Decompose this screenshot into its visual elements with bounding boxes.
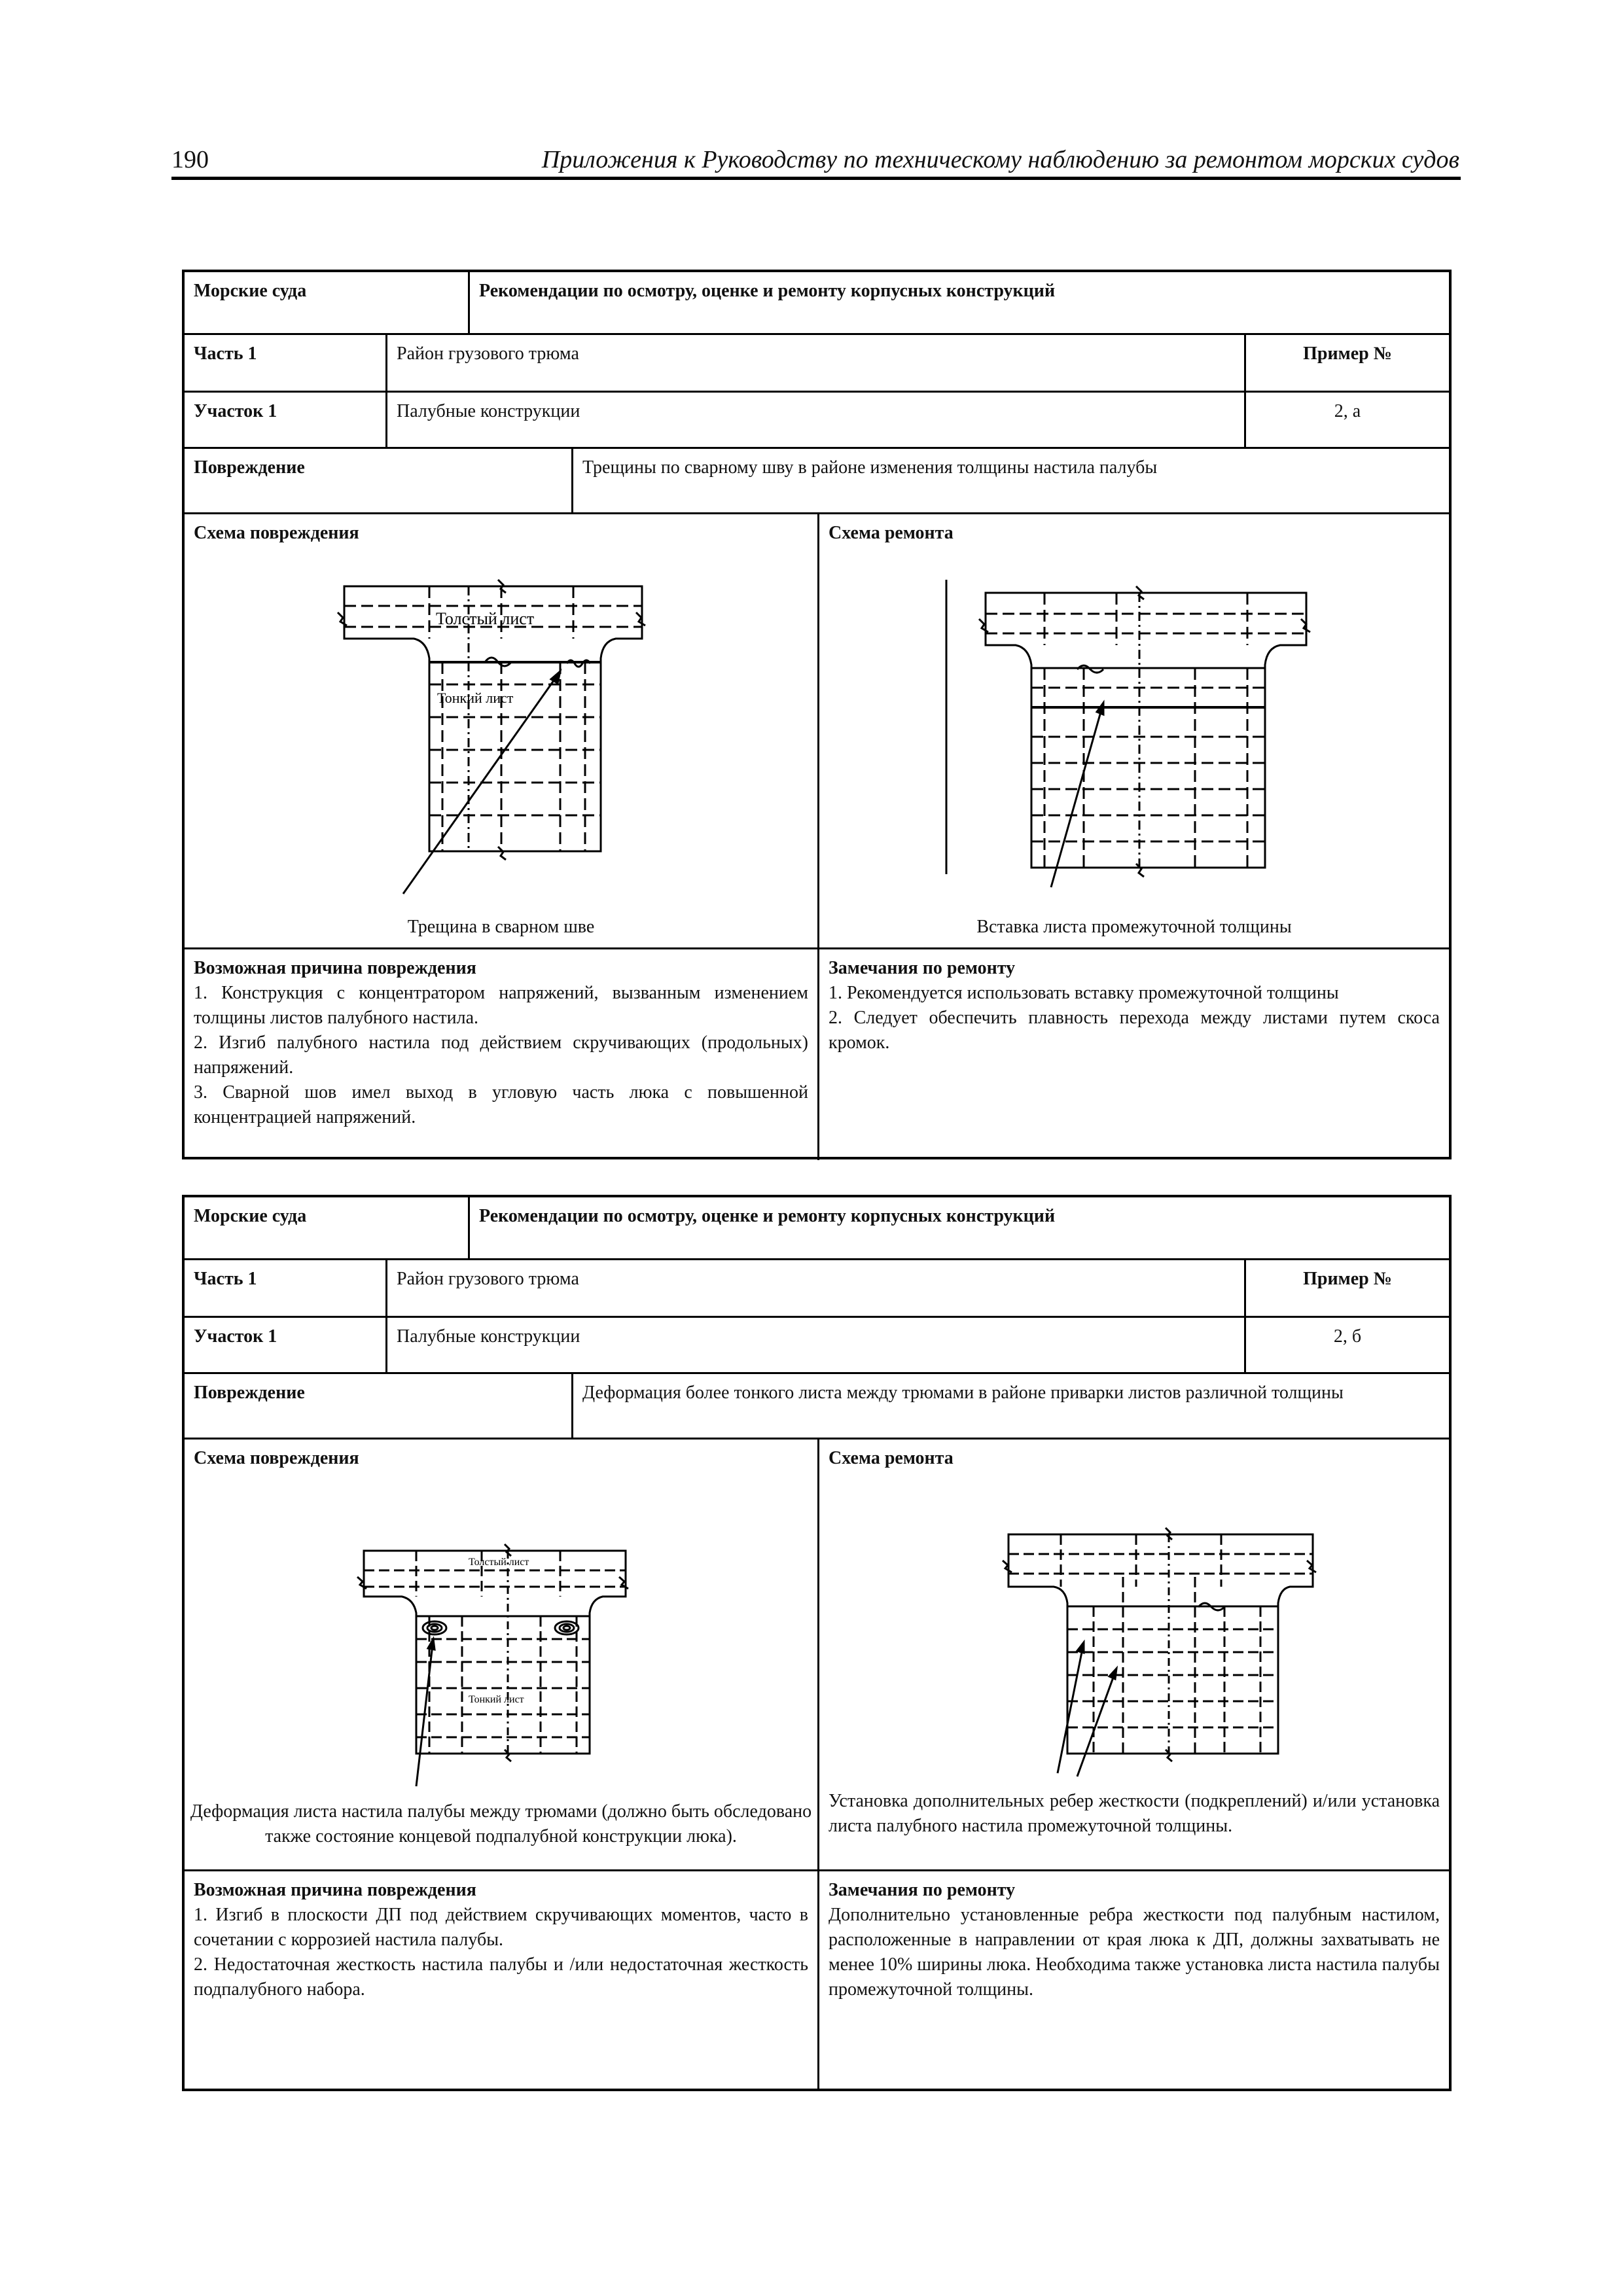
example-card-2a xyxy=(182,270,1452,1159)
damage-value: Трещины по сварному шву в районе изменения толщины настила палубы xyxy=(582,457,1158,478)
damage-scheme-label: Схема повреждения xyxy=(194,523,359,543)
section-row xyxy=(185,393,1449,449)
cause-cell xyxy=(185,1871,819,2089)
part-row xyxy=(185,335,1449,393)
damage-caption: Деформация листа настила палубы между трюмами (должно быть обследовано также состояние концевой подпалубной конструкции люка). xyxy=(190,1801,812,1846)
remarks-cell xyxy=(819,1871,1449,2089)
part-value: Район грузового трюма xyxy=(387,1260,1246,1316)
damage-scheme xyxy=(185,1439,819,1869)
card-title-row xyxy=(185,1197,1449,1260)
scheme-row xyxy=(185,514,1449,949)
cause-item: 1. Конструкция с концентратором напряжений, вызванным изменением толщины листов палубного настила. xyxy=(194,983,808,1028)
remarks-cell xyxy=(819,949,1449,1160)
repair-scheme-label: Схема ремонта xyxy=(829,1448,954,1468)
vessels-label: Морские суда xyxy=(185,272,470,333)
cause-label: Возможная причина повреждения xyxy=(194,1880,476,1900)
recommendations-title: Рекомендации по осмотру, оценке и ремонту корпусных конструкций xyxy=(479,281,1056,301)
part-label: Часть 1 xyxy=(185,1260,387,1316)
part-row xyxy=(185,1260,1449,1318)
damage-scheme-label: Схема повреждения xyxy=(194,1448,359,1468)
section-value: Палубные конструкции xyxy=(387,1318,1246,1372)
example-card-2b xyxy=(182,1195,1452,2091)
page-number: 190 xyxy=(171,146,209,173)
remarks-label: Замечания по ремонту xyxy=(829,958,1016,978)
thin-sheet-label: Тонкий лист xyxy=(437,690,514,706)
example-label: Пример № xyxy=(1303,1269,1392,1289)
card-title-row xyxy=(185,272,1449,335)
cause-item: 2. Изгиб палубного настила под действием скручивающих (продольных) напряжений. xyxy=(194,1033,808,1078)
damage-diagram xyxy=(194,1479,809,1806)
example-label: Пример № xyxy=(1303,344,1392,364)
vessels-label: Морские суда xyxy=(185,1197,470,1258)
damage-row xyxy=(185,449,1449,514)
remark-item: 1. Рекомендуется использовать вставку промежуточной толщины xyxy=(829,983,1339,1003)
section-value: Палубные конструкции xyxy=(387,393,1246,447)
repair-diagram xyxy=(829,554,1444,907)
part-label: Часть 1 xyxy=(185,335,387,391)
cause-item: 3. Сварной шов имел выход в угловую часть люка с повышенной концентрацией напряжений. xyxy=(194,1082,808,1127)
section-row xyxy=(185,1318,1449,1374)
repair-scheme-label: Схема ремонта xyxy=(829,523,954,543)
example-value: 2, а xyxy=(1334,401,1361,421)
damage-diagram xyxy=(194,554,809,907)
repair-caption: Вставка листа промежуточной толщины xyxy=(976,917,1292,937)
damage-label: Повреждение xyxy=(185,449,573,512)
recommendations-title: Рекомендации по осмотру, оценке и ремонту корпусных конструкций xyxy=(479,1206,1056,1226)
damage-caption: Трещина в сварном шве xyxy=(407,917,595,937)
cause-row xyxy=(185,949,1449,1160)
damage-scheme xyxy=(185,514,819,947)
part-value: Район грузового трюма xyxy=(387,335,1246,391)
repair-scheme xyxy=(819,1439,1449,1869)
repair-diagram xyxy=(829,1479,1444,1806)
remark-item: 2. Следует обеспечить плавность перехода между листами путем скоса кромок. xyxy=(829,1008,1440,1053)
cause-label: Возможная причина повреждения xyxy=(194,958,476,978)
example-value: 2, б xyxy=(1333,1326,1362,1347)
repair-caption: Установка дополнительных ребер жесткости (подкреплений) и/или установка листа палубного настила промежуточной толщины. xyxy=(829,1791,1440,1836)
cause-row xyxy=(185,1871,1449,2089)
cause-item: 1. Изгиб в плоскости ДП под действием скручивающих моментов, часто в сочетании с коррозией настила палубы. xyxy=(194,1905,808,1950)
section-label: Участок 1 xyxy=(185,1318,387,1372)
thick-sheet-label: Толстый лист xyxy=(436,609,535,628)
thick-sheet-label: Толстый лист xyxy=(469,1557,529,1568)
remarks-label: Замечания по ремонту xyxy=(829,1880,1016,1900)
section-label: Участок 1 xyxy=(185,393,387,447)
damage-row xyxy=(185,1374,1449,1439)
scheme-row xyxy=(185,1439,1449,1871)
running-title: Приложения к Руководству по техническому наблюдению за ремонтом морских судов xyxy=(541,146,1459,173)
header-rule xyxy=(171,177,1461,180)
cause-cell xyxy=(185,949,819,1160)
damage-value: Деформация более тонкого листа между трюмами в районе приварки листов различной толщины xyxy=(582,1383,1344,1403)
damage-label: Повреждение xyxy=(185,1374,573,1438)
repair-scheme xyxy=(819,514,1449,947)
remark-item: Дополнительно установленные ребра жесткости под палубным настилом, расположенные в направлении от края люка к ДП, должны захватывать не менее 10% ширины люка. Необходима также установка листа настила палубы промежуточной толщины. xyxy=(829,1905,1440,2000)
thin-sheet-label: Тонкий лист xyxy=(469,1694,524,1705)
cause-item: 2. Недостаточная жесткость настила палубы и /или недостаточная жесткость подпалубного набора. xyxy=(194,1954,808,2000)
